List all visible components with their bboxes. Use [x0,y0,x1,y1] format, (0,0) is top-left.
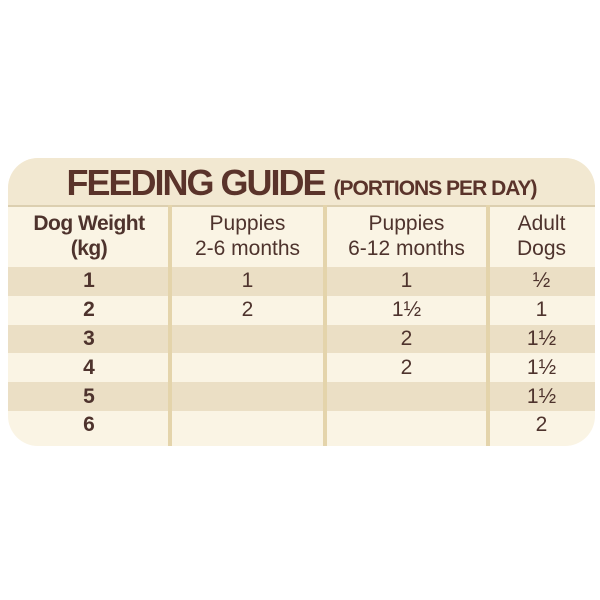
header-dog-weight: Dog Weight (kg) [33,212,145,260]
portion-cell: 2 [241,298,254,322]
column-divider [486,205,490,446]
table-row [8,325,595,354]
page-title: FEEDING GUIDE [66,162,325,203]
portion-cell: 1½ [526,326,557,350]
table-row [8,382,595,411]
portion-cell: 2 [400,326,413,350]
portion-cell: 1 [241,269,254,293]
column-divider [168,205,172,446]
header-puppies-2-6: Puppies 2-6 months [194,212,301,260]
portion-cell: 1 [400,269,413,293]
portion-cell: 1 [535,298,548,322]
weight-cell: 6 [83,413,95,437]
feeding-guide-card [8,158,595,446]
title-band [8,158,595,207]
weight-cell: 4 [83,355,95,379]
weight-cell: 2 [83,298,95,322]
table-row [8,296,595,325]
portion-cell: 2 [535,413,548,437]
header-adult-dogs: Adult Dogs [516,212,567,260]
weight-cell: 5 [83,384,95,408]
portion-cell: 1½ [526,355,557,379]
table-header-row [8,205,595,267]
weight-cell: 1 [83,269,95,293]
column-divider [323,205,327,446]
feeding-table [8,205,595,446]
table-row [8,353,595,382]
header-puppies-6-12: Puppies 6-12 months [348,212,465,260]
portion-cell: 1½ [526,384,557,408]
portion-cell: ½ [532,269,551,293]
weight-cell: 3 [83,326,95,350]
page-subtitle: (PORTIONS PER DAY) [333,177,537,200]
table-row [8,411,595,440]
portion-cell: 1½ [391,298,422,322]
table-row [8,267,595,296]
portion-cell: 2 [400,355,413,379]
